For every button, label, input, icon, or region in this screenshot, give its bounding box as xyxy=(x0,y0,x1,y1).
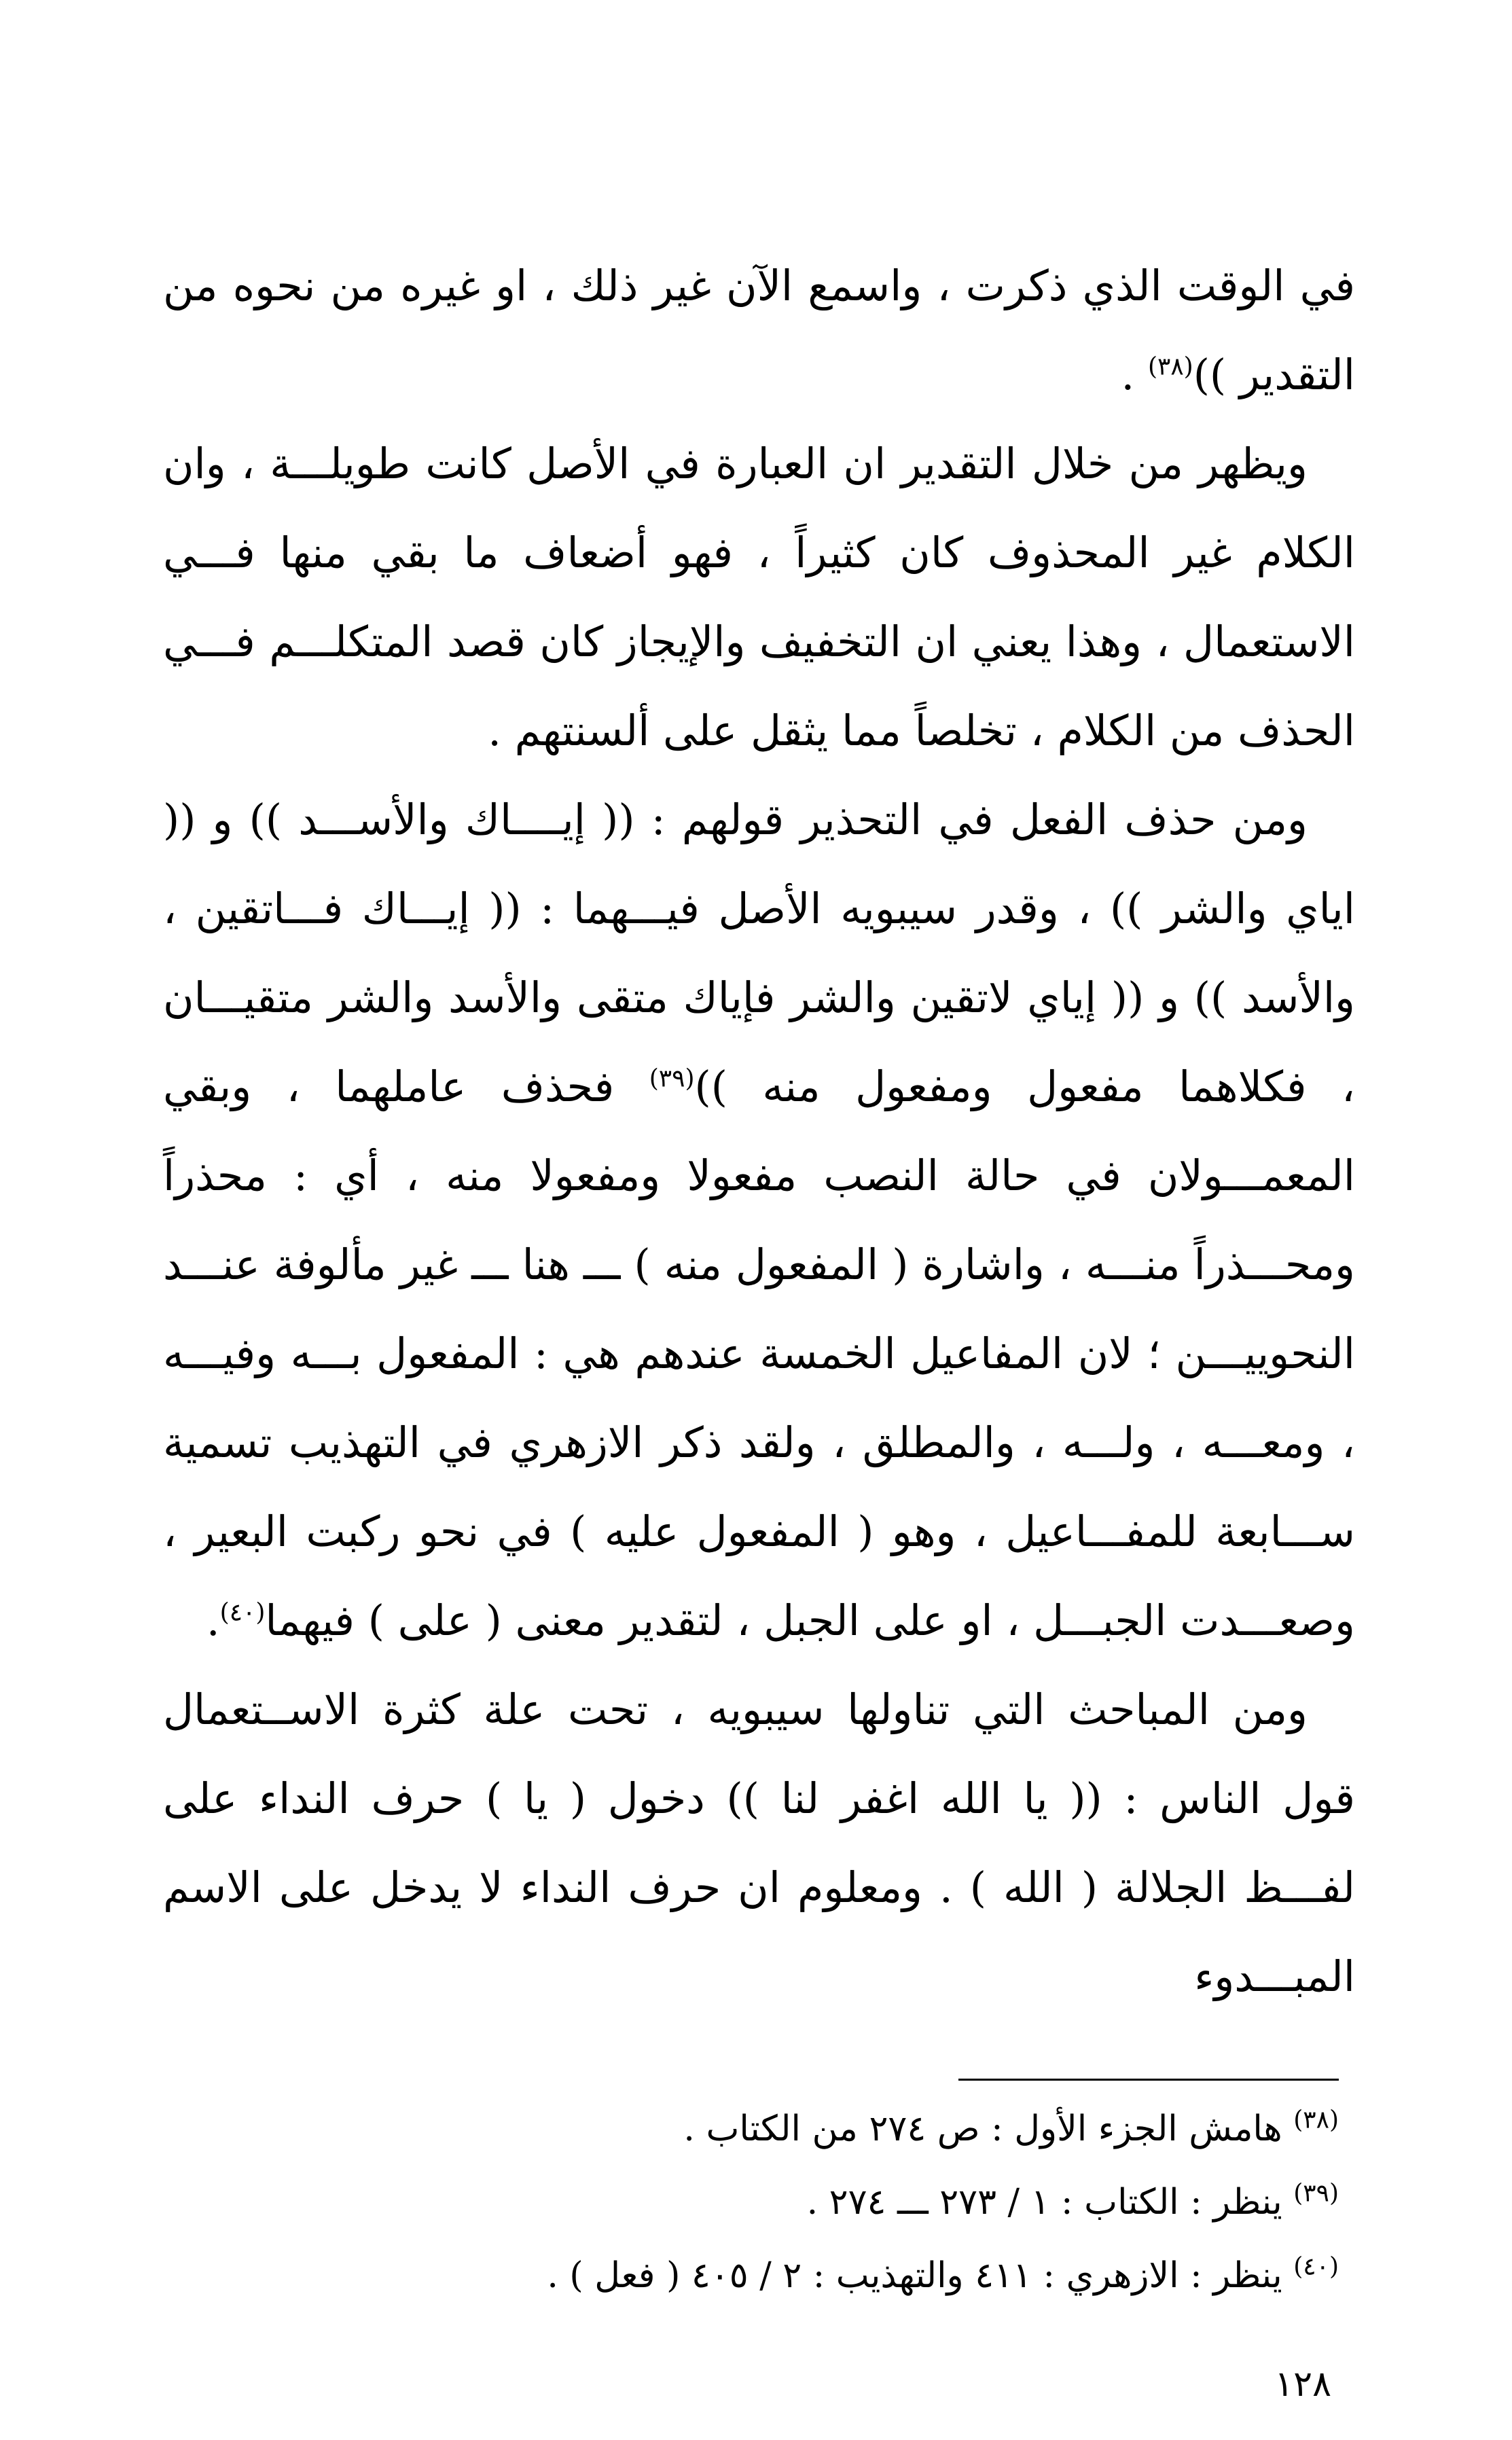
footnote-38-text: هامش الجزء الأول : ص ٢٧٤ من الكتاب . xyxy=(683,2109,1294,2149)
page-number: ١٢٨ xyxy=(1274,2364,1331,2405)
footnotes xyxy=(456,2092,1339,2312)
paragraph-3-text: ومن حذف الفعل في التحذير قولهم : (( إيــــاك والأســـد )) و (( اياي والشر )) ، وقدر سيبويه الأصل فيـــهما : (( إيـــاك فـــاتقين ، والأسد )) و (( إياي لاتقين والشر فإياك متقى والأسد والشر متقيـــان ، فكلاهما مفعول ومفعول منه )) xyxy=(163,795,1355,1111)
footnote-40-number: (٤٠) xyxy=(1293,2253,1339,2281)
paragraph-4 xyxy=(163,1665,1355,2021)
footnote-38 xyxy=(456,2092,1339,2166)
paragraph-3-tail: فحذف عاملهما ، وبقي المعمـــولان في حالة النصب مفعولا ومفعولا منه ، أي : محذراً ومحـــذراً منـــه ، واشارة ( المفعول منه ) ـــ هنا ـــ غير مألوفة عنـــد النحوييـــن ؛ لان المفاعيل الخمسة عندهم هي : المفعول بـــه وفيـــه ، ومعـــه ، ولـــه ، والمطلق ، ولقد ذكر الازهري في التهذيب تسمية ســـابعة للمفـــاعيل ، وهو ( المفعول عليه ) في نحو ركبت البعير ، وصعـــدت الجبـــل ، او على الجبل ، لتقدير معنى ( على ) فيهما xyxy=(163,1062,1355,1645)
footnote-ref-40: (٤٠) xyxy=(219,1598,266,1627)
footnote-38-number: (٣٨) xyxy=(1293,2106,1339,2134)
footnote-divider xyxy=(958,2079,1339,2081)
paragraph-2-text: ويظهر من خلال التقدير ان العبارة في الأصل كانت طويلـــة ، وان الكلام غير المحذوف كان كثيراً ، فهو أضعاف ما بقي منها فـــي الاستعمال ، وهذا يعني ان التخفيف والإيجاز كان قصد المتكلـــم فـــي الحذف من الكلام ، تخلصاً مما يثقل على ألسنتهم . xyxy=(163,439,1355,755)
paragraph-2 xyxy=(163,419,1355,775)
main-text xyxy=(163,241,1355,2021)
footnote-ref-39: (٣٩) xyxy=(649,1064,695,1093)
footnote-ref-38: (٣٨) xyxy=(1147,353,1193,381)
paragraph-3 xyxy=(163,775,1355,1665)
footnote-39-text: ينظر : الكتاب : ١ / ٢٧٣ ـــ ٢٧٤ . xyxy=(806,2182,1294,2223)
paragraph-3-tail2: . xyxy=(206,1596,220,1645)
footnote-39-number: (٣٩) xyxy=(1293,2179,1339,2208)
paragraph-1-tail: . xyxy=(1121,350,1148,399)
paragraph-1 xyxy=(163,241,1355,419)
paragraph-4-text: ومن المباحث التي تناولها سيبويه ، تحت علة كثرة الاســتعمال قول الناس : (( يا الله اغفر لنا )) دخول ( يا ) حرف النداء على لفـــظ الجلالة ( الله ) . ومعلوم ان حرف النداء لا يدخل على الاسم المبـــدوء xyxy=(163,1685,1355,2001)
paragraph-1-text: في الوقت الذي ذكرت ، واسمع الآن غير ذلك ، او غيره من نحوه من التقدير )) xyxy=(163,261,1355,399)
footnote-40 xyxy=(456,2239,1339,2312)
footnote-39 xyxy=(456,2166,1339,2239)
footnote-40-text: ينظر : الازهري : ٤١١ والتهذيب : ٢ / ٤٠٥ ( فعل ) . xyxy=(547,2255,1294,2296)
